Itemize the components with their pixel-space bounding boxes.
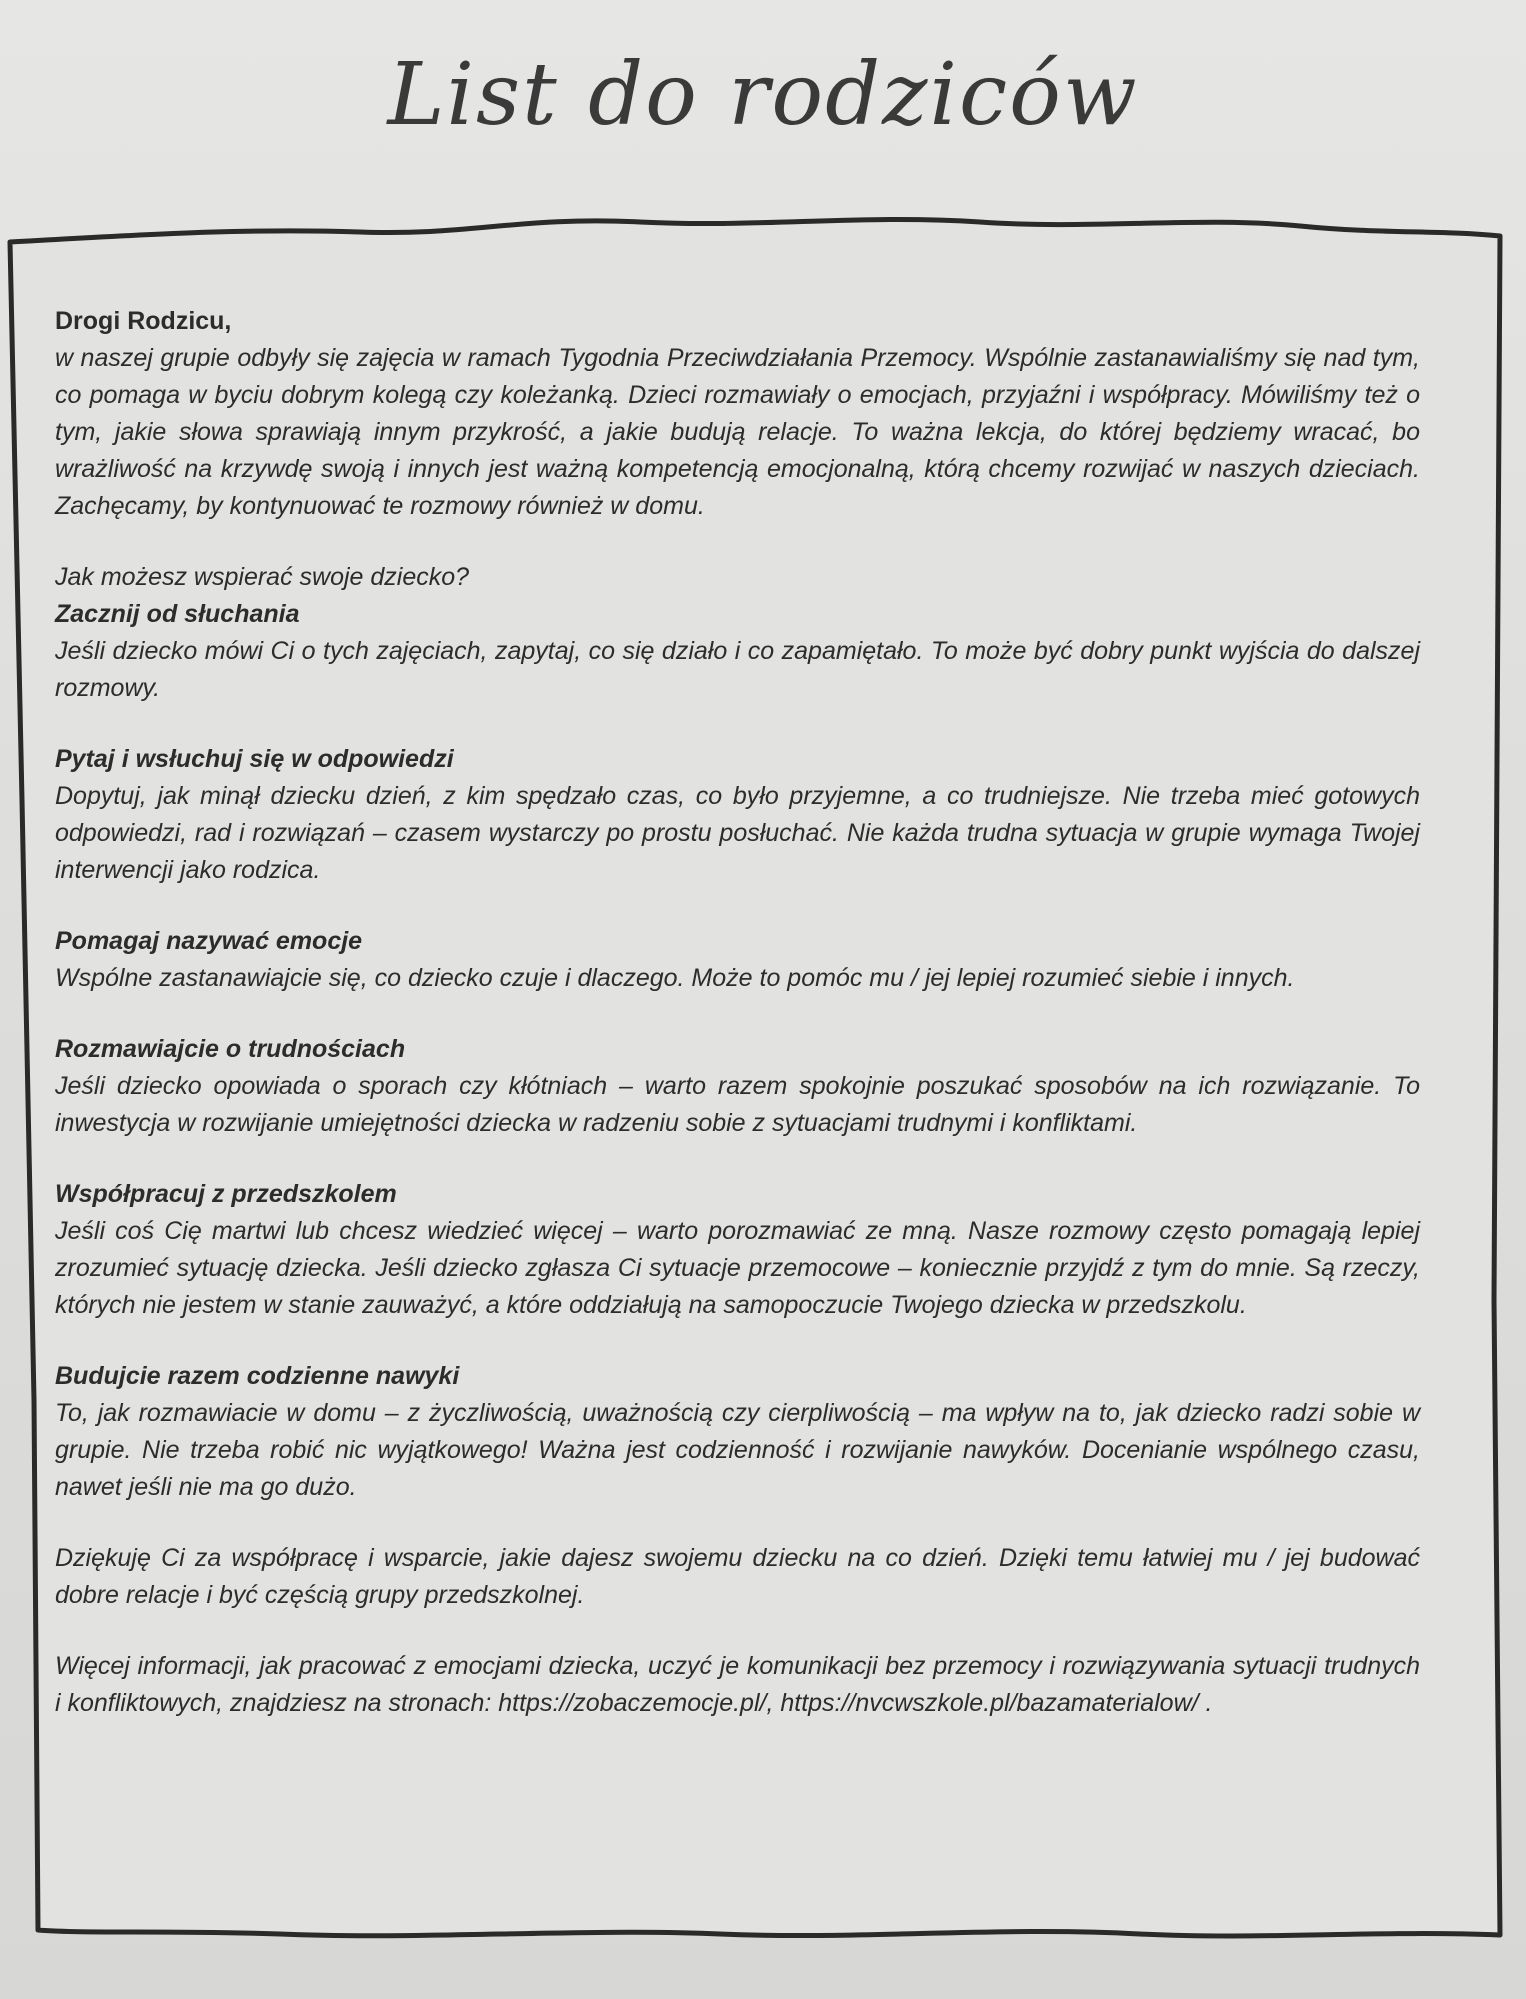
section-text: Jeśli dziecko opowiada o sporach czy kłótniach – warto razem spokojnie poszukać sposobów na ich rozwiązanie. To inwestycja w rozwijanie umiejętności dziecka w radzeniu sobie z sytuacjami trudnymi i konfliktami. (55, 1072, 1420, 1137)
section-heading: Budujcie razem codzienne nawyki (55, 1362, 460, 1390)
section-heading: Pytaj i wsłuchuj się w odpowiedzi (55, 745, 454, 773)
section-heading: Zacznij od słuchania (55, 600, 300, 628)
greeting: Drogi Rodzicu, (55, 307, 232, 335)
section-heading: Rozmawiajcie o trudnościach (55, 1035, 406, 1063)
intro-paragraph (55, 303, 1420, 525)
section-cooperation (55, 1176, 1420, 1324)
support-question: Jak możesz wspierać swoje dziecko? (55, 563, 470, 591)
section-text: Dopytuj, jak minął dziecku dzień, z kim spędzało czas, co było przyjemne, a co trudniejsze. Nie trzeba mieć gotowych odpowiedzi, rad i rozwiązań – czasem wystarczy po prostu posłuchać. Nie każda trudna sytuacja w grupie wymaga Twojej interwencji jako rodzica. (55, 782, 1420, 884)
section-heading: Współpracuj z przedszkolem (55, 1180, 397, 1208)
section-heading: Pomagaj nazywać emocje (55, 927, 363, 955)
section-emotions (55, 923, 1420, 997)
section-asking (55, 741, 1420, 889)
intro-text: w naszej grupie odbyły się zajęcia w ramach Tygodnia Przeciwdziałania Przemocy. Wspólnie zastanawialiśmy się nad tym, co pomaga w byciu dobrym kolegą czy koleżanką. Dzieci rozmawiały o emocjach, przyjaźni i współpracy. Mówiliśmy też o tym, jakie słowa sprawiają innym przykrość, a jakie budują relacje. To ważna lekcja, do której będziemy wracać, bo wrażliwość na krzywdę swoją i innych jest ważną kompetencją emocjonalną, którą chcemy rozwijać w naszych dzieciach. Zachęcamy, by kontynuować te rozmowy również w domu. (55, 344, 1420, 520)
more-info-text: Więcej informacji, jak pracować z emocjami dziecka, uczyć je komunikacji bez przemocy i rozwiązywania sytuacji trudnych i konfliktowych, znajdziesz na stronach: https://zobaczemocje.pl/, https://nvcwszkole.pl/bazamaterialow/ . (55, 1652, 1420, 1717)
section-text: To, jak rozmawiacie w domu – z życzliwością, uważnością czy cierpliwością – ma wpływ na to, jak dziecko radzi sobie w grupie. Nie trzeba robić nic wyjątkowego! Ważna jest codzienność i rozwijanie nawyków. Docenianie wspólnego czasu, nawet jeśli nie ma go dużo. (55, 1399, 1420, 1501)
letter-title: List do rodziców (387, 45, 1139, 145)
section-difficulties (55, 1031, 1420, 1142)
section-habits (55, 1358, 1420, 1506)
thanks-text: Dziękuję Ci za współpracę i wsparcie, jakie dajesz swojemu dziecku na co dzień. Dzięki temu łatwiej mu / jej budować dobre relacje i być częścią grupy przedszkolnej. (55, 1544, 1420, 1609)
letter-body (55, 303, 1420, 1756)
thanks-paragraph (55, 1540, 1420, 1614)
section-text: Jeśli dziecko mówi Ci o tych zajęciach, zapytaj, co się działo i co zapamiętało. To może być dobry punkt wyjścia do dalszej rozmowy. (55, 637, 1420, 702)
more-info-paragraph (55, 1648, 1420, 1722)
section-listening (55, 559, 1420, 707)
section-text: Wspólne zastanawiajcie się, co dziecko czuje i dlaczego. Może to pomóc mu / jej lepiej rozumieć siebie i innych. (55, 964, 1295, 992)
section-text: Jeśli coś Cię martwi lub chcesz wiedzieć więcej – warto porozmawiać ze mną. Nasze rozmowy często pomagają lepiej zrozumieć sytuację dziecka. Jeśli dziecko zgłasza Ci sytuacje przemocowe – koniecznie przyjdź z tym do mnie. Są rzeczy, których nie jestem w stanie zauważyć, a które oddziałują na samopoczucie Twojego dziecka w przedszkolu. (55, 1217, 1420, 1319)
